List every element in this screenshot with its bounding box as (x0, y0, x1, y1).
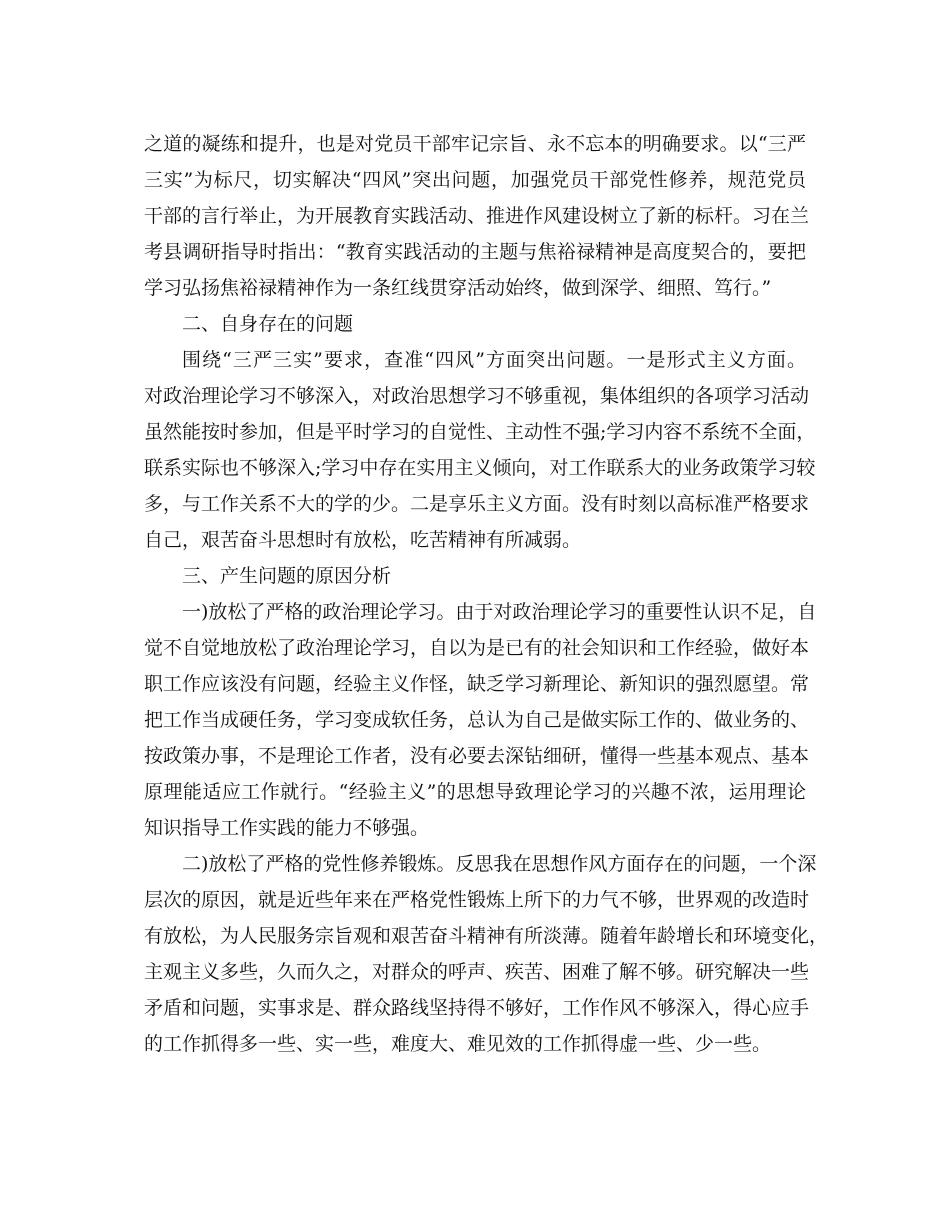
paragraph-line: 按政策办事，不是理论工作者，没有必要去深钻细研，懂得一些基本观点、基本 (144, 745, 810, 767)
paragraph-line: 矛盾和问题，实事求是、群众路线坚持得不够好，工作作风不够深入，得心应手 (144, 997, 810, 1019)
paragraph-line: 有放松，为人民服务宗旨观和艰苦奋斗精神有所淡薄。随着年龄增长和环境变化， (144, 925, 829, 947)
paragraph-line: 多，与工作关系不大的学的少。二是享乐主义方面。没有时刻以高标准严格要求 (144, 493, 810, 515)
paragraph-line: 原理能适应工作就行。“经验主义”的思想导致理论学习的兴趣不浓，运用理论 (144, 781, 806, 803)
paragraph-line: 自己，艰苦奋斗思想时有放松，吃苦精神有所减弱。 (144, 529, 582, 551)
section-heading: 二、自身存在的问题 (182, 313, 354, 335)
document-body (144, 126, 829, 1062)
paragraph-line: 对政治理论学习不够深入，对政治思想学习不够重视，集体组织的各项学习活动 (144, 385, 810, 407)
paragraph-line: 学习弘扬焦裕禄精神作为一条红线贯穿活动始终，做到深学、细照、笃行。” (144, 277, 772, 299)
section-heading: 三、产生问题的原因分析 (182, 565, 392, 587)
paragraph-line: 主观主义多些，久而久之，对群众的呼声、疾苦、困难了解不够。研究解决一些 (144, 961, 810, 983)
paragraph-line: 考县调研指导时指出：“教育实践活动的主题与焦裕禄精神是高度契合的，要把 (144, 241, 806, 263)
paragraph-line: 职工作应该没有问题，经验主义作怪，缺乏学习新理论、新知识的强烈愿望。常 (144, 673, 810, 695)
paragraph-line: 联系实际也不够深入;学习中存在实用主义倾向，对工作联系大的业务政策学习较 (144, 457, 816, 479)
paragraph-line: 三实”为标尺，切实解决“四风”突出问题，加强党员干部党性修养，规范党员 (144, 169, 806, 191)
paragraph-line: 层次的原因，就是近些年来在严格党性锻炼上所下的力气不够，世界观的改造时 (144, 889, 810, 911)
paragraph-line: 的工作抓得多一些、实一些，难度大、难见效的工作抓得虚一些、少一些。 (144, 1033, 772, 1055)
paragraph-line: 知识指导工作实践的能力不够强。 (144, 817, 430, 839)
paragraph-line: 之道的凝练和提升，也是对党员干部牢记宗旨、永不忘本的明确要求。以“三严 (144, 133, 806, 155)
paragraph-line: 二)放松了严格的党性修养锻炼。反思我在思想作风方面存在的问题，一个深 (182, 853, 817, 875)
paragraph-line: 围绕“三严三实”要求，查准“四风”方面突出问题。一是形式主义方面。 (182, 349, 806, 371)
paragraph-line: 觉不自觉地放松了政治理论学习，自以为是已有的社会知识和工作经验，做好本 (144, 637, 810, 659)
paragraph-line: 虽然能按时参加，但是平时学习的自觉性、主动性不强;学习内容不系统不全面， (144, 421, 816, 443)
paragraph-line: 把工作当成硬任务，学习变成软任务，总认为自己是做实际工作的、做业务的、 (144, 709, 810, 731)
paragraph-line: 干部的言行举止，为开展教育实践活动、推进作风建设树立了新的标杆。习在兰 (144, 205, 810, 227)
paragraph-line: 一)放松了严格的政治理论学习。由于对政治理论学习的重要性认识不足，自 (182, 601, 817, 623)
